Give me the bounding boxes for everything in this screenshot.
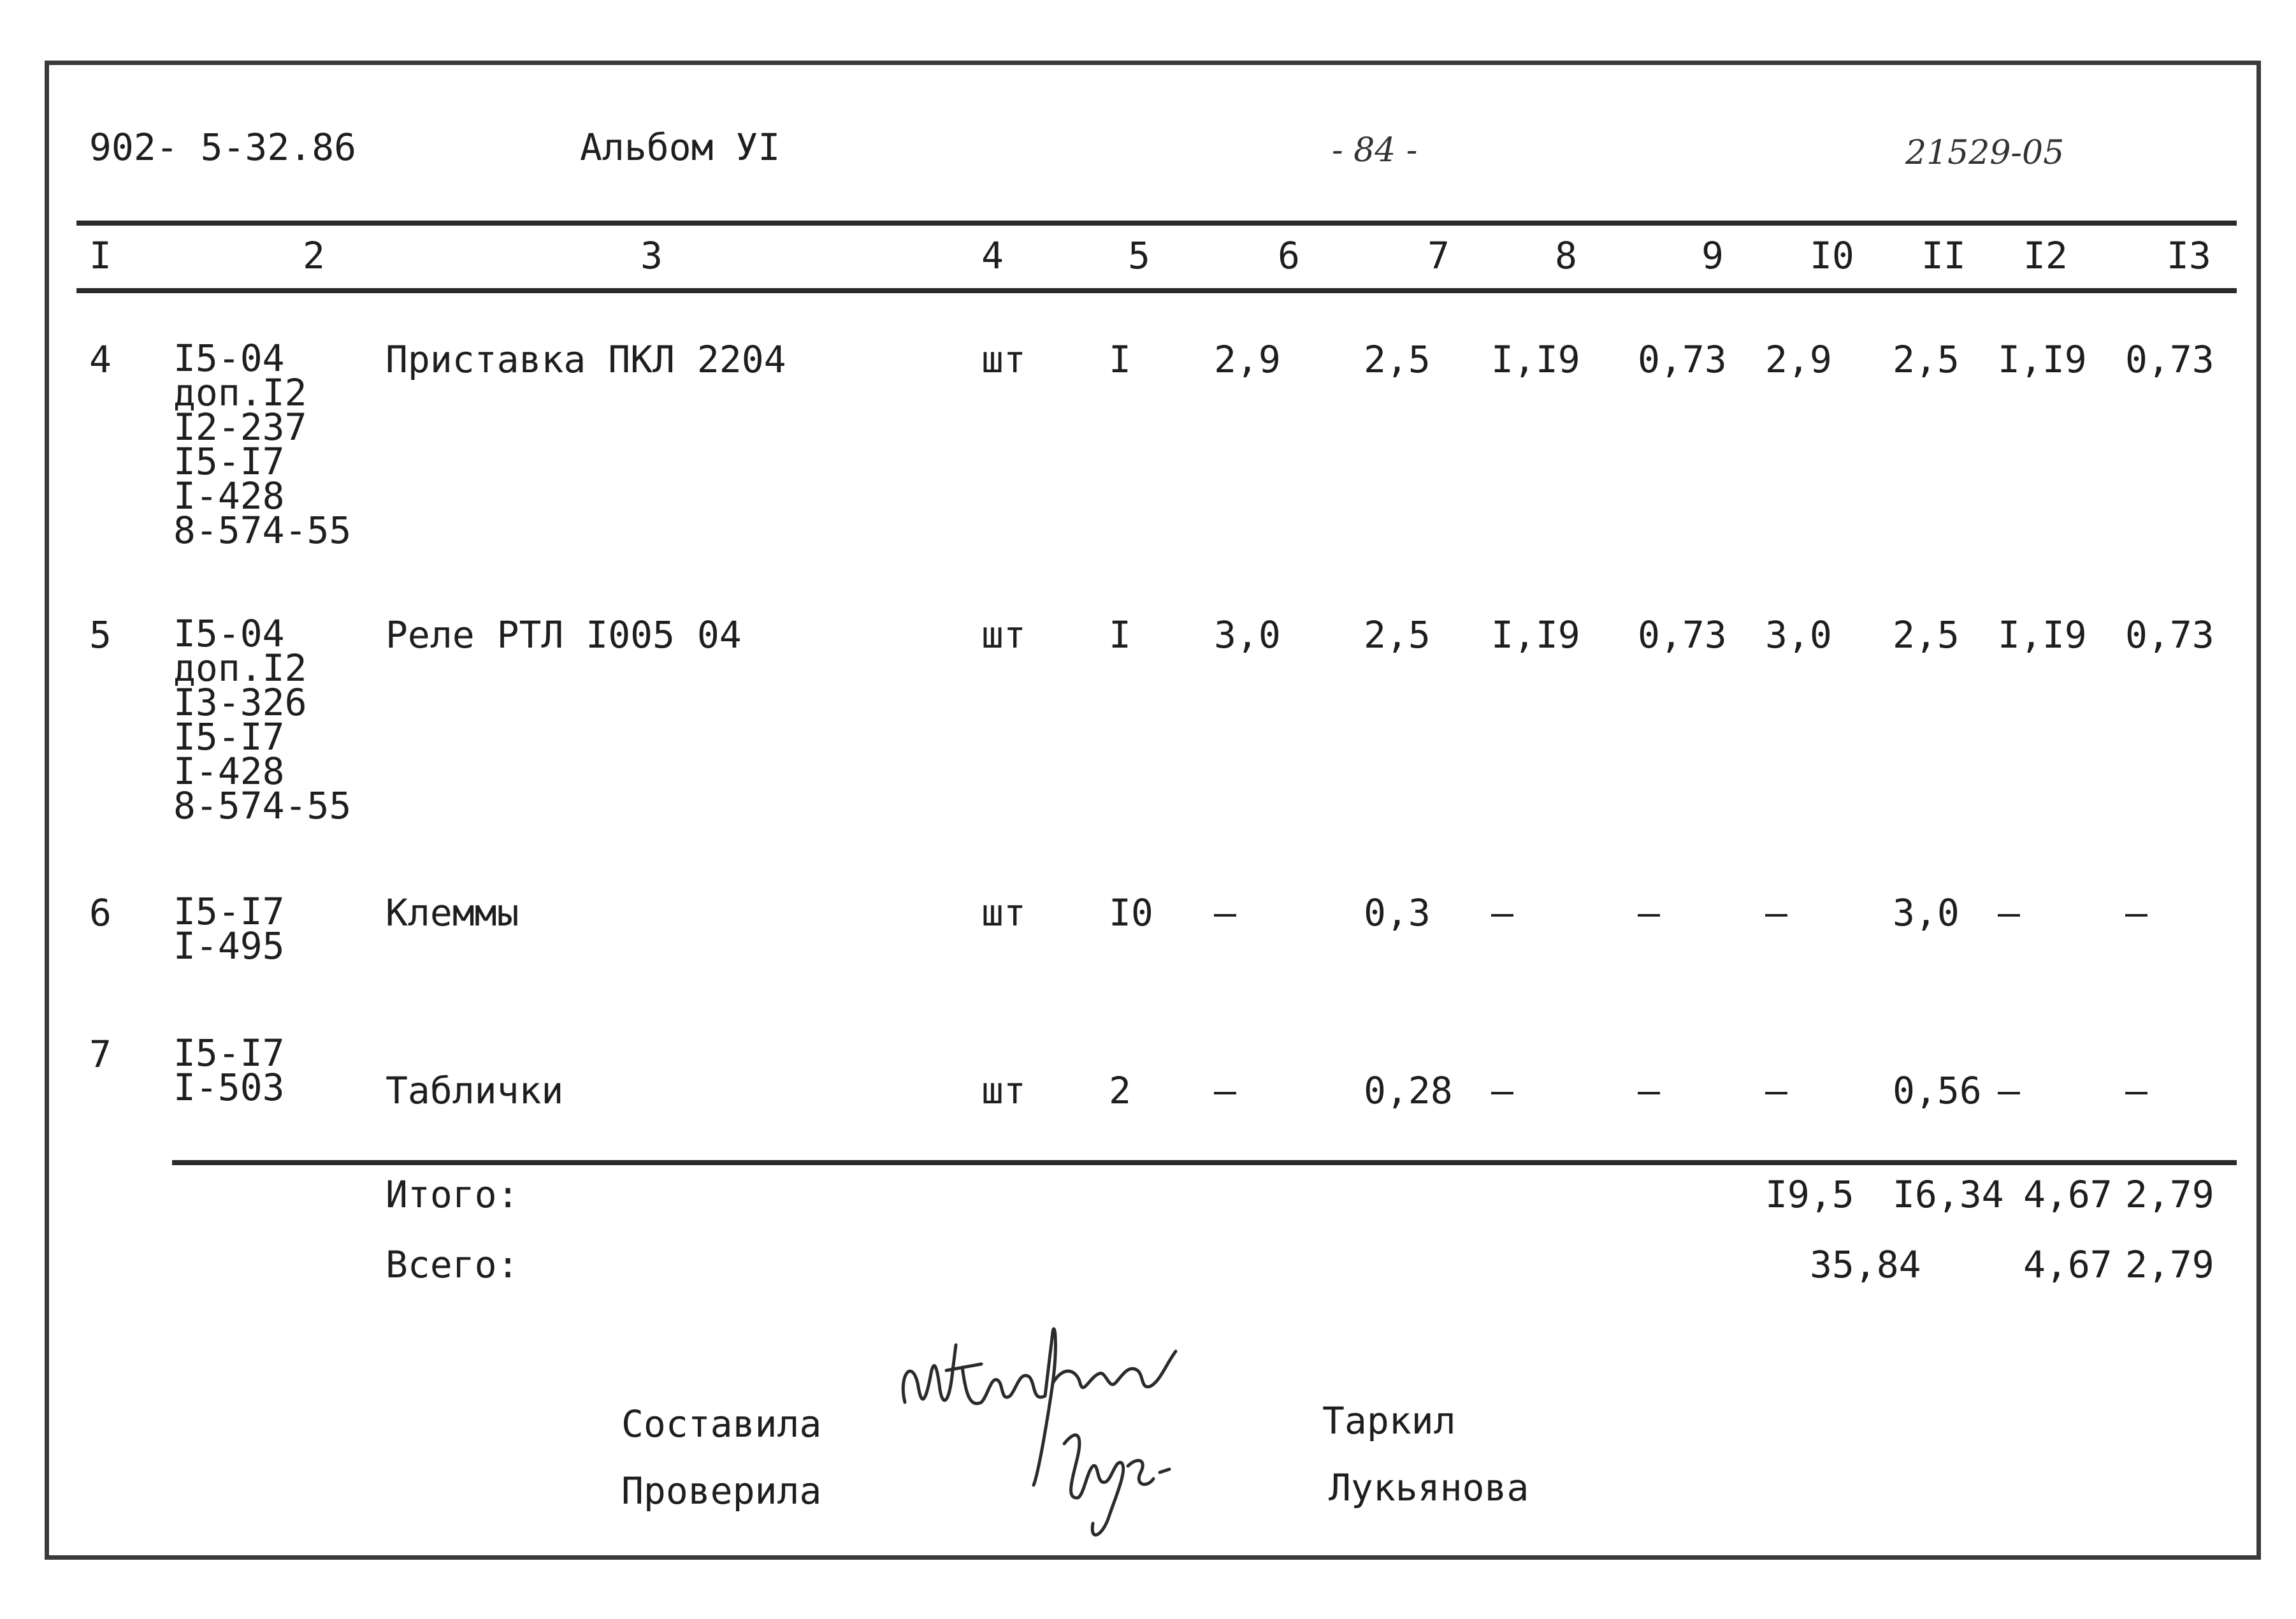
- row-c12: –: [1998, 891, 2020, 934]
- row-c13: –: [2125, 1069, 2148, 1112]
- checked-label: Проверила: [621, 1469, 822, 1513]
- row-c13: –: [2125, 891, 2148, 934]
- col-header-4: 4: [981, 234, 1004, 277]
- row-num: 7: [89, 1033, 112, 1076]
- itogo-c12: 4,67: [2023, 1173, 2112, 1216]
- row-code: I5-I7 I-503: [173, 1031, 285, 1109]
- col-header-11: II: [1921, 234, 1966, 277]
- totals-rule: [172, 1160, 2237, 1165]
- row-num: 5: [89, 613, 112, 657]
- row-code: I5-04 доп.I2 I2-237 I5-I7 I-428 8-574-55: [173, 337, 352, 552]
- row-code: I5-04 доп.I2 I3-326 I5-I7 I-428 8-574-55: [173, 612, 352, 827]
- col-header-7: 7: [1427, 234, 1450, 277]
- col-header-8: 8: [1555, 234, 1577, 277]
- row-c7: 2,5: [1364, 613, 1431, 657]
- row-c12: –: [1998, 1069, 2020, 1112]
- row-qty: I: [1109, 613, 1131, 657]
- album-label: Альбом УI: [580, 126, 781, 169]
- row-unit: шт: [981, 613, 1026, 657]
- vsego-c12: 4,67: [2023, 1243, 2112, 1286]
- doc-number: 902- 5-32.86: [89, 126, 357, 169]
- row-num: 6: [89, 891, 112, 934]
- itogo-c13: 2,79: [2125, 1173, 2214, 1216]
- row-name: Таблички: [386, 1069, 564, 1112]
- row-c6: –: [1214, 1069, 1236, 1112]
- row-c10: –: [1765, 891, 1787, 934]
- row-c9: –: [1638, 891, 1660, 934]
- compiled-label: Составила: [621, 1402, 822, 1446]
- row-c11: 0,56: [1893, 1069, 1982, 1112]
- handwritten-signatures: [886, 1307, 1243, 1549]
- row-c11: 3,0: [1893, 891, 1960, 934]
- col-header-9: 9: [1701, 234, 1724, 277]
- row-c7: 2,5: [1364, 338, 1431, 381]
- row-c9: 0,73: [1638, 613, 1727, 657]
- inventory-number: 21529-05: [1905, 134, 2065, 172]
- row-c9: 0,73: [1638, 338, 1727, 381]
- row-c6: –: [1214, 891, 1236, 934]
- col-header-5: 5: [1128, 234, 1150, 277]
- compiled-name: Таркил: [1322, 1399, 1456, 1442]
- row-c8: –: [1491, 891, 1513, 934]
- row-c9: –: [1638, 1069, 1660, 1112]
- row-c12: I,I9: [1998, 613, 2087, 657]
- row-c6: 3,0: [1214, 613, 1281, 657]
- row-c10: 2,9: [1765, 338, 1832, 381]
- col-header-1: I: [89, 234, 112, 277]
- itogo-c11: I6,34: [1893, 1173, 2004, 1216]
- row-qty: I: [1109, 338, 1131, 381]
- col-header-13: I3: [2167, 234, 2211, 277]
- row-name: Приставка ПКЛ 2204: [386, 338, 786, 381]
- row-c10: 3,0: [1765, 613, 1832, 657]
- header-rule-bottom: [76, 288, 2237, 293]
- page-number: - 84 -: [1332, 131, 1418, 170]
- row-c13: 0,73: [2125, 613, 2214, 657]
- row-c6: 2,9: [1214, 338, 1281, 381]
- vsego-label: Всего:: [386, 1243, 519, 1286]
- vsego-c10-11: 35,84: [1810, 1243, 1921, 1286]
- itogo-c10: I9,5: [1765, 1173, 1854, 1216]
- vsego-c13: 2,79: [2125, 1243, 2214, 1286]
- col-header-2: 2: [303, 234, 325, 277]
- row-c13: 0,73: [2125, 338, 2214, 381]
- row-unit: шт: [981, 891, 1026, 934]
- row-qty: 2: [1109, 1069, 1131, 1112]
- row-num: 4: [89, 338, 112, 381]
- itogo-label: Итого:: [386, 1173, 519, 1216]
- row-c8: I,I9: [1491, 613, 1580, 657]
- row-c11: 2,5: [1893, 338, 1960, 381]
- header-rule-top: [76, 221, 2237, 226]
- row-c7: 0,28: [1364, 1069, 1453, 1112]
- row-c8: I,I9: [1491, 338, 1580, 381]
- row-code: I5-I7 I-495: [173, 890, 285, 968]
- row-c8: –: [1491, 1069, 1513, 1112]
- row-c7: 0,3: [1364, 891, 1431, 934]
- row-c12: I,I9: [1998, 338, 2087, 381]
- row-name: Клеммы: [386, 891, 519, 934]
- col-header-3: 3: [640, 234, 663, 277]
- row-name: Реле РТЛ I005 04: [386, 613, 742, 657]
- row-unit: шт: [981, 338, 1026, 381]
- col-header-6: 6: [1278, 234, 1300, 277]
- signature-stroke-2: [1064, 1435, 1169, 1535]
- col-header-12: I2: [2023, 234, 2068, 277]
- row-c11: 2,5: [1893, 613, 1960, 657]
- col-header-10: I0: [1810, 234, 1854, 277]
- row-unit: шт: [981, 1069, 1026, 1112]
- checked-name: Лукьянова: [1329, 1466, 1529, 1509]
- row-qty: I0: [1109, 891, 1153, 934]
- row-c10: –: [1765, 1069, 1787, 1112]
